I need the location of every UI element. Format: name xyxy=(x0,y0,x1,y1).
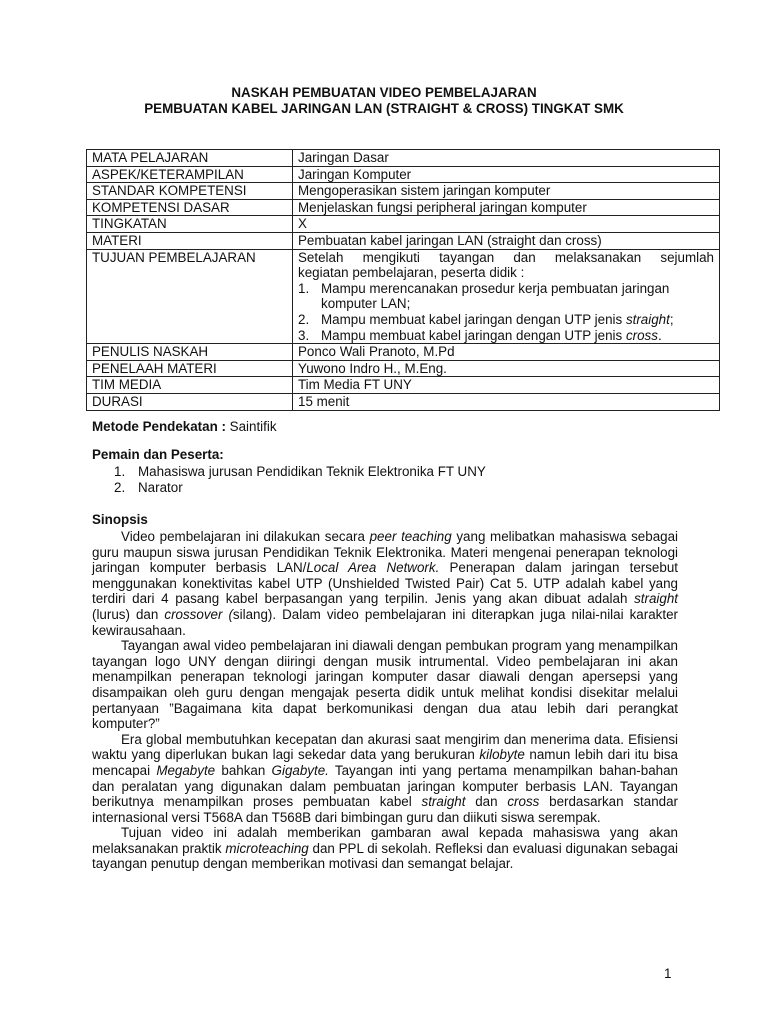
text-run: berdasarkan standar internasional versi T568A dan T568B dari bimbingan guru dan diikuti siswa serempak. xyxy=(92,794,678,825)
list-item xyxy=(92,464,678,480)
table-row xyxy=(87,344,720,361)
table-row xyxy=(87,377,720,394)
text-emphasis: kilobyte xyxy=(479,747,525,763)
text-emphasis: peer teaching xyxy=(369,529,452,544)
list-item xyxy=(92,480,678,496)
sinopsis-paragraph-3 xyxy=(92,732,678,826)
row-key: STANDAR KOMPETENSI xyxy=(87,183,293,200)
row-value: Jaringan Komputer xyxy=(293,166,720,183)
list-item xyxy=(298,281,714,312)
row-key: KOMPETENSI DASAR xyxy=(87,199,293,216)
text-run: Tayangan inti yang pertama menampilkan bahan-bahan dan peralatan yang digunakan dalam pembuatan jaringan komputer berbasis LAN. Tayangan berikutnya menampilkan proses pembuatan kabel xyxy=(92,762,678,810)
list-text-emphasis: straight xyxy=(625,311,670,327)
text-emphasis: straight xyxy=(421,794,466,810)
row-value: Ponco Wali Pranoto, M.Pd xyxy=(293,344,720,361)
text-run: Era global membutuhkan kecepatan dan akurasi saat mengirim dan menerima data. Efisiensi waktu yang diperlukan bukan lagi sekedar data yang berukuran xyxy=(92,731,678,763)
text-run: Tujuan video ini adalah memberikan gambaran awal kepada mahasiswa yang akan melaksanakan praktik xyxy=(92,825,678,856)
row-key: PENELAAH MATERI xyxy=(87,360,293,377)
text-emphasis: microteaching xyxy=(225,840,309,856)
tujuan-intro-line2: kegiatan pembelajaran, peserta didik : xyxy=(298,265,525,281)
list-text: Mampu membuat kabel jaringan dengan UTP jenis xyxy=(321,327,626,343)
text-run: namun lebih dari itu bisa mencapai xyxy=(92,747,679,778)
list-number: 2. xyxy=(298,311,310,327)
row-value: Jaringan Dasar xyxy=(293,150,720,167)
list-text: Narator xyxy=(138,479,183,495)
table-row xyxy=(87,183,720,200)
list-number: 1. xyxy=(114,464,126,479)
text-emphasis: Local Area Network. xyxy=(306,560,440,576)
list-number: 1. xyxy=(298,280,310,296)
text-run: Penerapan dalam jaringan tersebut menggunakan konektivitas kabel UTP (Unshielded Twisted Pair) Cat 5. UTP adalah kabel yang terdiri dari 4 pasang kabel berpasangan yang terpilin. Jenis yang akan dibuat adalah xyxy=(92,560,678,607)
list-item xyxy=(298,312,714,328)
text-run: yang melibatkan mahasiswa sebagai guru maupun siswa jurusan Pendidikan Teknik Elektronika. Materi mengenai penerapan teknologi jaringan komputer berbasis LAN/ xyxy=(92,529,679,576)
list-text-end: ; xyxy=(669,311,674,327)
metode-label: Metode Pendekatan : xyxy=(92,419,226,434)
sinopsis-paragraph-2: Tayangan awal video pembelajaran ini diawali dengan pembukan program yang menampilkan tayangan logo UNY dengan diiringi dengan musik intrumental. Video pembelajaran ini akan menampilkan penerapan teknologi jaringan komputer dasar diawali dengan apersepsi yang disampaikan oleh guru dengan mengajak peserta didik untuk melihat kondisi disekitar melalui pertanyaan ”Bagaimana kita dapat berkomunikasi dengan dua atau lebih dari perangkat komputer?” xyxy=(92,638,678,732)
list-text: Mampu membuat kabel jaringan dengan UTP jenis xyxy=(321,311,626,327)
table-row-tujuan xyxy=(87,249,720,344)
text-run: bahkan xyxy=(215,762,272,778)
row-key: TIM MEDIA xyxy=(87,377,293,394)
metode-value: Saintifik xyxy=(225,419,277,434)
list-number: 2. xyxy=(114,479,126,495)
row-key: MATA PELAJARAN xyxy=(87,150,293,167)
table-row xyxy=(87,199,720,216)
list-text: Mahasiswa jurusan Pendidikan Teknik Elektronika FT UNY xyxy=(138,464,486,479)
table-row xyxy=(87,150,720,167)
text-emphasis: Megabyte xyxy=(156,762,216,778)
tujuan-cell xyxy=(293,249,720,344)
list-text: Mampu merencanakan prosedur kerja pembuatan jaringan komputer LAN; xyxy=(321,280,670,312)
text-run: Video pembelajaran ini dilakukan secara xyxy=(121,529,370,544)
text-run: dan xyxy=(465,794,508,810)
row-key: PENULIS NASKAH xyxy=(87,344,293,361)
text-emphasis: Gigabyte. xyxy=(271,762,329,778)
text-run: silang). Dalam video pembelajaran ini diterapkan juga nilai-nilai karakter kewirausahaan. xyxy=(92,606,678,638)
list-item xyxy=(298,328,714,344)
table-row xyxy=(87,232,720,249)
table-row xyxy=(87,393,720,410)
tujuan-list xyxy=(298,281,714,343)
pemain-heading: Pemain dan Peserta: xyxy=(92,447,224,462)
text-run: (lurus) dan xyxy=(92,606,165,622)
table-row xyxy=(87,216,720,233)
row-key: MATERI xyxy=(87,232,293,249)
list-text-end: . xyxy=(657,327,662,343)
tujuan-intro-line1: Setelah mengikuti tayangan dan melaksanakan sejumlah xyxy=(298,249,714,265)
row-key: DURASI xyxy=(87,393,293,410)
text-emphasis: cross xyxy=(507,794,540,810)
row-key: TINGKATAN xyxy=(87,216,293,233)
page-number: 1 xyxy=(664,966,672,981)
document-title-line1: NASKAH PEMBUATAN VIDEO PEMBELAJARAN xyxy=(231,85,537,100)
document-title-line2: PEMBUATAN KABEL JARINGAN LAN (STRAIGHT & CROSS) TINGKAT SMK xyxy=(144,101,624,116)
table-row xyxy=(87,166,720,183)
row-key: TUJUAN PEMBELAJARAN xyxy=(87,249,293,344)
list-number: 3. xyxy=(298,327,310,343)
row-value: Menjelaskan fungsi peripheral jaringan komputer xyxy=(293,199,720,216)
table-row xyxy=(87,360,720,377)
info-table xyxy=(86,149,720,411)
text-emphasis: crossover ( xyxy=(164,606,233,622)
row-value: 15 menit xyxy=(293,393,720,410)
row-value: Pembuatan kabel jaringan LAN (straight dan cross) xyxy=(293,232,720,249)
metode-section xyxy=(92,419,678,435)
sinopsis-paragraph-1 xyxy=(92,529,678,638)
text-run: dan PPL di sekolah. Refleksi dan evaluasi digunakan sebagai tayangan penutup dengan memberikan motivasi dan semangat belajar. xyxy=(92,840,678,872)
pemain-list xyxy=(92,464,678,495)
sinopsis-paragraph-4 xyxy=(92,825,678,872)
row-value: Yuwono Indro H., M.Eng. xyxy=(293,360,720,377)
text-emphasis: straight xyxy=(634,591,678,607)
sinopsis-body xyxy=(92,529,678,872)
row-value: Mengoperasikan sistem jaringan komputer xyxy=(293,183,720,200)
list-text-emphasis: cross xyxy=(625,327,658,343)
row-key: ASPEK/KETERAMPILAN xyxy=(87,166,293,183)
row-value: X xyxy=(293,216,720,233)
row-value: Tim Media FT UNY xyxy=(293,377,720,394)
sinopsis-heading: Sinopsis xyxy=(92,512,148,527)
